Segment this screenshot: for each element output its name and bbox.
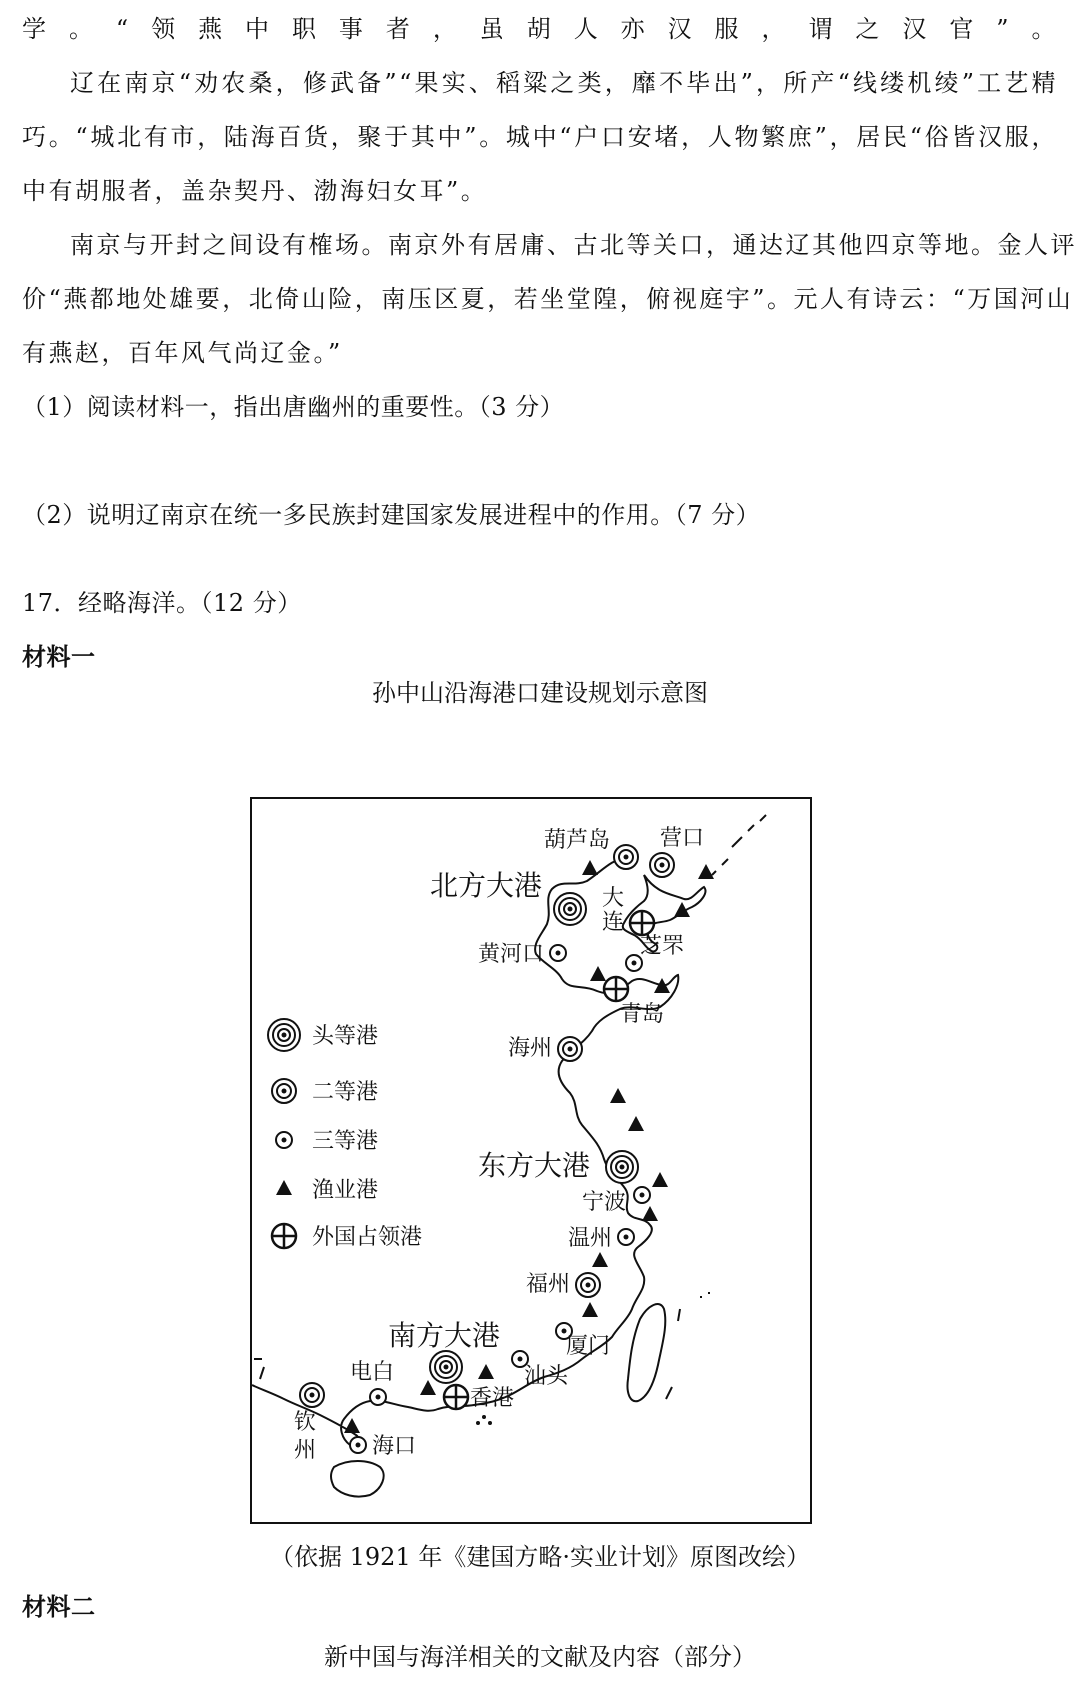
label-haikou: 海口: [372, 1434, 417, 1459]
port-wenzhou-icon: [618, 1229, 634, 1245]
port-dianbai-icon: [370, 1389, 386, 1405]
map-legend: [268, 1019, 422, 1250]
material-2-title: 新中国与海洋相关的文献及内容（部分）: [324, 1643, 756, 1671]
legend-second-class-port-icon: [272, 1079, 296, 1103]
label-dalian-1: 大: [602, 886, 625, 911]
label-dianbai: 电白: [350, 1360, 395, 1385]
legend-label-4: 渔业港: [312, 1178, 379, 1203]
port-north-great-icon: [554, 893, 586, 925]
label-fuzhou: 福州: [526, 1272, 571, 1297]
text-line-1: 学。“领燕中职事者，虽胡人亦汉服，谓之汉官”。: [22, 15, 1058, 43]
label-east-great-port: 东方大港: [478, 1149, 591, 1182]
fishing-port-icon: [654, 978, 670, 993]
label-shantou: 汕头: [524, 1364, 569, 1389]
material-2-label: 材料二: [22, 1593, 96, 1621]
legend-fishing-port-icon: [276, 1180, 292, 1195]
text-line-4: 中有胡服者，盖杂契丹、渤海妇女耳”。: [22, 177, 488, 205]
figure-title: 孙中山沿海港口建设规划示意图: [372, 679, 708, 707]
label-dalian-2: 连: [602, 910, 625, 935]
legend-label-3: 三等港: [312, 1129, 379, 1154]
port-hongkong-icon: [444, 1385, 468, 1409]
legend-third-class-port-icon: [276, 1132, 292, 1148]
label-huludao: 葫芦岛: [544, 828, 611, 853]
fishing-port-icon: [610, 1088, 626, 1103]
legend-label-2: 二等港: [312, 1080, 379, 1105]
label-xiamen: 厦门: [566, 1334, 611, 1359]
port-south-great-icon: [430, 1351, 462, 1383]
fishing-port-icon: [478, 1364, 494, 1379]
label-yingkou: 营口: [660, 826, 705, 851]
label-haizhou: 海州: [508, 1036, 553, 1061]
question-1: （1）阅读材料一，指出唐幽州的重要性。（3 分）: [22, 393, 565, 421]
figure-caption: （依据 1921 年《建国方略·实业计划》原图改绘）: [270, 1543, 810, 1571]
label-qinzhou-1: 钦: [294, 1410, 317, 1435]
fishing-port-icon: [582, 1302, 598, 1317]
text-line-6: 价“燕都地处雄要，北倚山险，南压区夏，若坐堂隍，俯视庭宇”。元人有诗云：“万国河山: [22, 285, 1074, 313]
port-huludao-icon: [614, 845, 638, 869]
text-line-2: 辽在南京“劝农桑，修武备”“果实、稻粱之类，靡不毕出”，所产“线缕机绫”工艺精: [70, 69, 1058, 97]
fishing-port-icon: [420, 1380, 436, 1395]
port-huanghekou-icon: [550, 945, 566, 961]
text-line-5: 南京与开封之间设有榷场。南京外有居庸、古北等关口，通达辽其他四京等地。金人评: [70, 231, 1077, 259]
port-yingkou-icon: [650, 853, 674, 877]
question-17: 17．经略海洋。（12 分）: [22, 589, 302, 617]
label-wenzhou: 温州: [568, 1226, 613, 1251]
label-huanghekou: 黄河口: [478, 942, 545, 967]
fishing-port-icon: [698, 864, 714, 879]
korea-coast: [712, 815, 766, 875]
port-fuzhou-icon: [576, 1273, 600, 1297]
text-line-7: 有燕赵，百年风气尚辽金。”: [22, 339, 343, 367]
fishing-port-icon: [642, 1206, 658, 1221]
label-north-great-port: 北方大港: [430, 869, 543, 902]
label-qinzhou-2: 州: [294, 1438, 317, 1463]
legend-label-5: 外国占领港: [312, 1225, 423, 1250]
map-svg: [252, 799, 812, 1524]
port-ningbo-icon: [634, 1187, 650, 1203]
coastline-hainan: [331, 1461, 384, 1497]
port-plan-map: [250, 797, 812, 1524]
port-qinzhou-icon: [300, 1383, 324, 1407]
port-dalian-icon: [630, 911, 654, 935]
fishing-port-icon: [582, 860, 598, 875]
legend-first-class-port-icon: [268, 1019, 300, 1051]
fishing-port-icon: [628, 1116, 644, 1131]
fishing-port-icon: [652, 1172, 668, 1187]
coastline-taiwan: [627, 1304, 665, 1401]
question-2: （2）说明辽南京在统一多民族封建国家发展进程中的作用。（7 分）: [22, 501, 761, 529]
port-haizhou-icon: [558, 1037, 582, 1061]
material-1-label: 材料一: [22, 643, 96, 671]
fishing-port-icon: [344, 1418, 360, 1433]
label-zhifu: 芝罘: [640, 934, 685, 959]
text-line-3: 巧。“城北有市，陆海百货，聚于其中”。城中“户口安堵，人物繁庶”，居民“俗皆汉服，: [22, 123, 1058, 151]
fishing-port-icon: [592, 1252, 608, 1267]
label-ningbo: 宁波: [582, 1190, 627, 1215]
label-hongkong: 香港: [470, 1386, 515, 1411]
fishing-port-icon: [590, 966, 606, 981]
legend-foreign-port-icon: [272, 1224, 296, 1248]
legend-label-1: 头等港: [312, 1024, 379, 1049]
port-haikou-icon: [350, 1437, 366, 1453]
port-qingdao-icon: [604, 977, 628, 1001]
label-south-great-port: 南方大港: [388, 1319, 501, 1352]
label-qingdao: 青岛: [620, 1002, 665, 1027]
port-east-great-icon: [606, 1151, 638, 1183]
